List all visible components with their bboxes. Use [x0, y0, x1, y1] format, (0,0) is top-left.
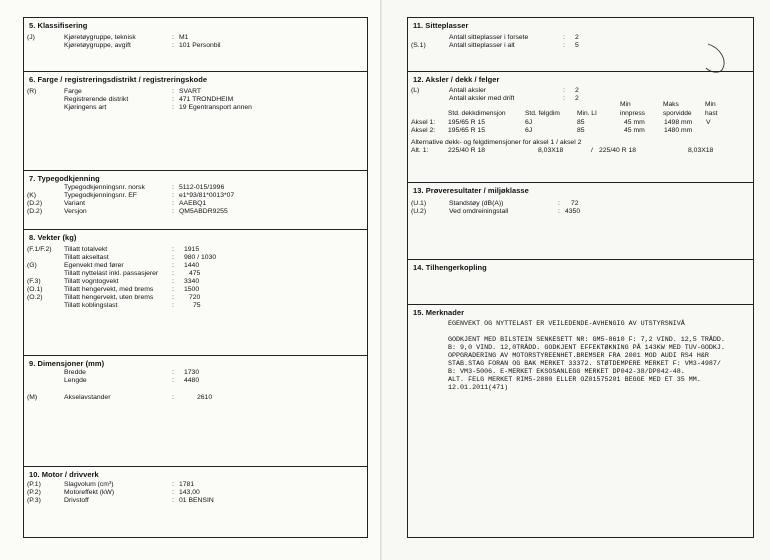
field-label: Lengde [64, 377, 87, 384]
field-value: 5112-015/1996 [179, 184, 225, 191]
axle-tire: 195/65 R 15 [448, 127, 486, 134]
section-title: 6. Farge / registreringsdistrikt / registreringskode [29, 75, 208, 84]
axle-label: Aksel 2: [411, 127, 436, 134]
col-header-speed: Min hast [705, 101, 718, 117]
field-label: Typegodkjenningsnr. EF [64, 192, 137, 199]
field-label: Antall aksler [449, 87, 487, 94]
alt-rim-1: 8,03X18 [538, 147, 564, 154]
field-label: Typegodkjenningsnr. norsk [64, 184, 145, 191]
field-value: AAEBQ1 [179, 200, 207, 207]
axle-li: 85 [577, 119, 585, 126]
field-label: Registrerende distrikt [64, 96, 129, 103]
field-code: (O.1) [27, 286, 43, 293]
field-code: (P.2) [27, 489, 41, 496]
field-colon: : [172, 104, 174, 111]
field-label: Tillatt hengervekt, uten brems [64, 294, 154, 301]
alt-separator: / [591, 147, 593, 154]
field-label: Bredde [64, 369, 86, 376]
field-code: (D.2) [27, 208, 43, 215]
field-label: Variant [64, 200, 86, 207]
remark-line: ALT. FELG MERKET RIM5-2880 ELLER OZ01575201 BEGGE MED ET 35 MM. [448, 376, 701, 384]
section-title: 9. Dimensjoner (mm) [29, 359, 105, 368]
section-vekter [23, 229, 368, 356]
field-code: (F.1/F.2) [27, 246, 52, 253]
field-label: Standstøy (dB(A)) [449, 200, 504, 207]
field-code: (K) [27, 192, 37, 199]
field-value: 143,00 [179, 489, 200, 496]
axle-li: 85 [577, 127, 585, 134]
axle-track: 1498 mm [664, 119, 693, 126]
field-label: Kjøretøygruppe, avgift [64, 42, 131, 49]
field-value: 1781 [179, 481, 195, 488]
axle-track: 1480 mm [664, 127, 693, 134]
field-colon: : [172, 489, 174, 496]
field-colon: : [172, 394, 174, 401]
field-label: Tillatt akseltast [64, 254, 109, 261]
field-value: 980 / 1030 [184, 254, 217, 261]
field-value: 5 [575, 42, 579, 49]
field-colon: : [563, 95, 565, 102]
field-value: 1440 [184, 262, 200, 269]
remark-line: STAB.STAG FORAN OG BAK MERKET 33372. STØTDEMPERE MERKET F: VM3-4987/ [448, 360, 721, 368]
field-colon: : [558, 208, 560, 215]
field-label: Tillatt hengervekt, med brems [64, 286, 154, 293]
section-motor [23, 466, 368, 538]
col-header-track: Maks sporvidde [663, 101, 692, 117]
field-colon: : [558, 200, 560, 207]
field-colon: : [172, 200, 174, 207]
field-colon: : [172, 270, 174, 277]
axle-tire: 195/65 R 15 [448, 119, 486, 126]
field-label: Kjøretøygruppe, teknisk [64, 34, 136, 41]
field-code: (S.1) [411, 42, 426, 49]
field-value: 01 BENSIN [179, 497, 214, 504]
field-code: (M) [27, 394, 38, 401]
section-farge [23, 71, 368, 171]
axle-rim: 6J [525, 119, 533, 126]
field-label: Kjøringens art [64, 104, 107, 111]
col-header-li: Min. LI [577, 110, 597, 117]
field-colon: : [172, 88, 174, 95]
remark-line: 12.01.2011(471) [448, 384, 509, 392]
field-label: Farge [64, 88, 82, 95]
field-value: 4350 [565, 208, 581, 215]
page-fold [380, 0, 382, 560]
field-code: (P.1) [27, 481, 41, 488]
field-label: Versjon [64, 208, 87, 215]
alt-label: Alt. 1: [411, 147, 429, 154]
field-code: (U.1) [411, 200, 427, 207]
field-code: (P.3) [27, 497, 41, 504]
field-colon: : [172, 286, 174, 293]
field-value: SVART [179, 88, 202, 95]
field-colon: : [172, 42, 174, 49]
field-value: 720 [189, 294, 201, 301]
field-label: Tillatt vogntogvekt [64, 278, 119, 285]
section-klassifisering [23, 17, 368, 72]
field-value: 1730 [184, 369, 200, 376]
remark-line: OPPGRADERING AV MOTORSTYREENHET.BREMSER FRA 2001 MOD AUDI RS4 H&R [448, 352, 709, 360]
field-value: 3340 [184, 278, 200, 285]
field-colon: : [172, 302, 174, 309]
field-colon: : [172, 246, 174, 253]
field-colon: : [172, 377, 174, 384]
field-colon: : [172, 369, 174, 376]
field-value: 1915 [184, 246, 200, 253]
alt-rim-2: 8,03X18 [688, 147, 714, 154]
col-header-rim: Std. felgdim [525, 110, 560, 117]
field-colon: : [172, 278, 174, 285]
axle-offset: 45 mm [624, 127, 645, 134]
alt-dimensions-title: Alternative dekk- og felgdimensjoner for aksel 1 / aksel 2 [411, 139, 582, 146]
section-title: 14. Tilhengerkopling [413, 263, 487, 272]
section-title: 13. Prøveresultater / miljøklasse [413, 186, 529, 195]
field-colon: : [172, 96, 174, 103]
field-label: Akselavstander [64, 394, 111, 401]
field-label: Motoreffekt (kW) [64, 489, 115, 496]
field-value: 2 [575, 87, 579, 94]
field-label: Egenvekt med fører [64, 262, 124, 269]
remark-line: B: 9,0 VIND. 12,0TRÅDD. GODKJENT EFFEKTØKNING PÅ 143KW MED TUV-GODKJ. [448, 344, 725, 352]
field-colon: : [172, 184, 174, 191]
field-code: (L) [411, 87, 420, 94]
field-label: Drivstoff [64, 497, 89, 504]
field-label: Ved omdreiningstall [449, 208, 509, 215]
col-header-offset: Min innpress [620, 101, 645, 117]
field-code: (D.2) [27, 200, 43, 207]
section-merknader [407, 304, 754, 538]
alt-tire-2: 225/40 R 18 [599, 147, 637, 154]
field-label: Slagvolum (cm³) [64, 481, 114, 488]
axle-rim: 6J [525, 127, 533, 134]
field-value: QM5ABDR9255 [179, 208, 228, 215]
section-title: 10. Motor / drivverk [29, 470, 99, 479]
field-value: M1 [179, 34, 189, 41]
field-value: 1500 [184, 286, 200, 293]
field-code: (O.2) [27, 294, 43, 301]
field-code: (J) [27, 34, 35, 41]
field-code: (G) [27, 262, 37, 269]
section-title: 8. Vekter (kg) [29, 233, 77, 242]
field-value: 2 [575, 34, 579, 41]
axle-speed: V [706, 119, 711, 126]
field-colon: : [172, 262, 174, 269]
field-label: Tillatt koblingslast [64, 302, 118, 309]
field-code: (U.2) [411, 208, 427, 215]
field-colon: : [172, 497, 174, 504]
section-tilhengerkopling [407, 259, 754, 305]
field-label: Antall aksler med drift [449, 95, 515, 102]
field-value: 101 Personbil [179, 42, 221, 49]
field-colon: : [172, 192, 174, 199]
field-colon: : [563, 42, 565, 49]
field-colon: : [172, 34, 174, 41]
section-title: 11. Sitteplasser [413, 21, 469, 30]
field-code: (F.3) [27, 278, 41, 285]
field-colon: : [172, 254, 174, 261]
remark-line: EGENVEKT OG NYTTELAST ER VEILEDENDE-AVHENGIG AV UTSTYRSNIVÅ [448, 320, 685, 328]
section-typegodkjenning [23, 170, 368, 230]
section-aksler [407, 71, 754, 183]
field-value: 19 Egentransport annen [179, 104, 252, 111]
section-title: 15. Merknader [413, 308, 465, 317]
field-colon: : [563, 34, 565, 41]
field-value: 475 [189, 270, 201, 277]
section-title: 7. Typegodkjenning [29, 174, 100, 183]
field-value: 72 [571, 200, 579, 207]
section-title: 12. Aksler / dekk / felger [413, 75, 500, 84]
col-header-tire: Std. dekkdimensjon [448, 110, 506, 117]
field-colon: : [172, 294, 174, 301]
field-value: e1*93/81*0013*07 [179, 192, 235, 199]
alt-tire-1: 225/40 R 18 [448, 147, 486, 154]
field-value: 471 TRONDHEIM [179, 96, 234, 103]
field-label: Tillatt totalvekt [64, 246, 108, 253]
field-code: (R) [27, 88, 37, 95]
field-label: Antall sitteplasser i alt [449, 42, 515, 49]
field-value: 4480 [184, 377, 200, 384]
axle-offset: 45 mm [624, 119, 645, 126]
field-colon: : [172, 208, 174, 215]
field-value: 2 [575, 95, 579, 102]
field-colon: : [563, 87, 565, 94]
field-label: Antall sitteplasser i forsete [449, 34, 529, 41]
field-value: 2610 [197, 394, 213, 401]
section-proveresultater [407, 182, 754, 260]
section-dimensjoner [23, 355, 368, 467]
remark-line: B: VM3-5006. E-MERKET EKSOSANLEGG MERKET DP042-38/DP042-48. [448, 368, 685, 376]
field-value: 75 [193, 302, 201, 309]
field-colon: : [172, 481, 174, 488]
section-title: 5. Klassifisering [29, 21, 88, 30]
axle-label: Aksel 1: [411, 119, 436, 126]
field-label: Tillatt nyttelast inkl. passasjerer [64, 270, 159, 277]
remark-line: GODKJENT MED BILSTEIN SENKESETT NR: GM5-8610 F: 7,2 VIND. 12,5 TRÅDD. [448, 336, 725, 344]
